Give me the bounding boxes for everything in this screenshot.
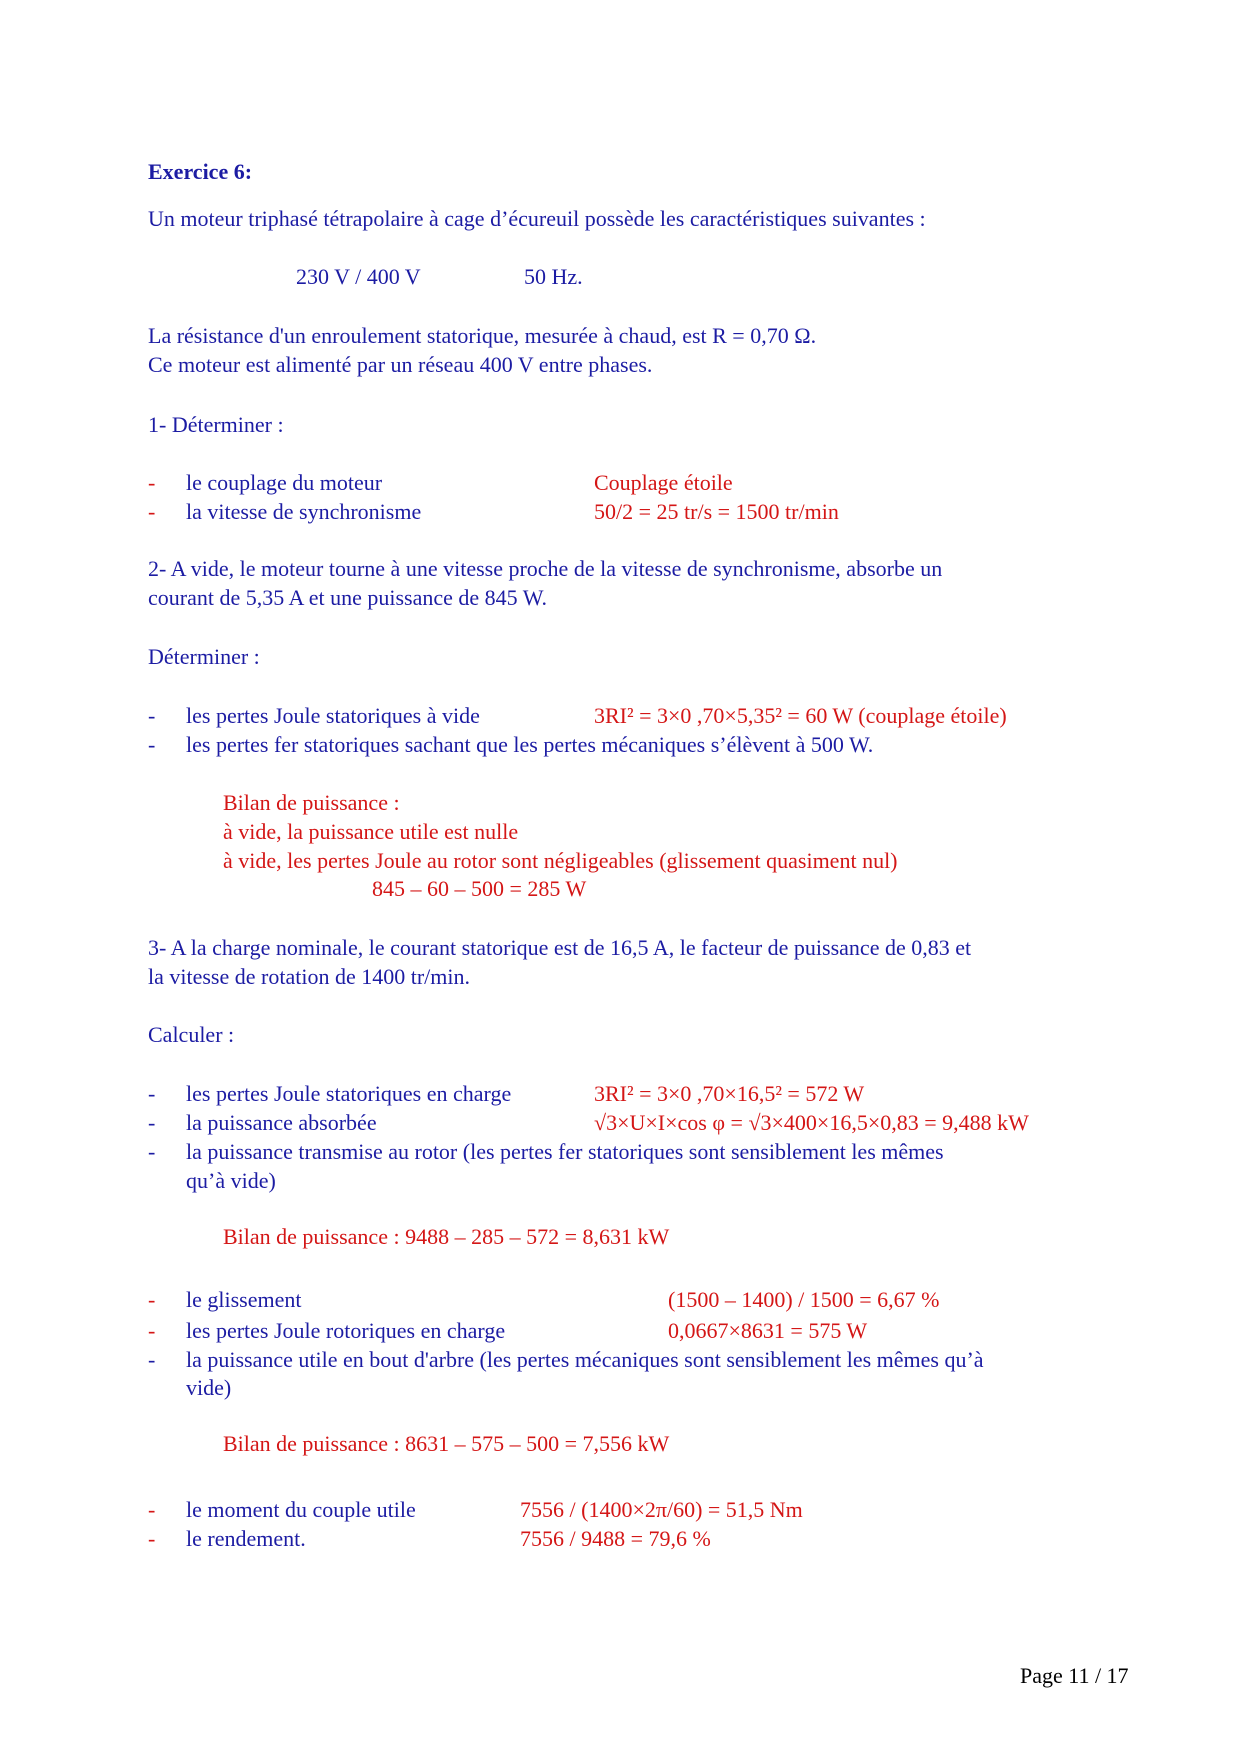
- page-number: Page 11 / 17: [1020, 1663, 1129, 1688]
- q3-text-line1: 3- A la charge nominale, le courant statorique est de 16,5 A, le facteur de puissance de 0,83 et: [148, 935, 972, 960]
- q2-bilan-line: à vide, les pertes Joule au rotor sont négligeables (glissement quasiment nul): [223, 848, 898, 873]
- q3-item-label: la puissance transmise au rotor (les pertes fer statoriques sont sensiblement les mêmes: [186, 1139, 944, 1164]
- q3-item-answer: (1500 – 1400) / 1500 = 6,67 %: [668, 1287, 940, 1312]
- supply-text: Ce moteur est alimenté par un réseau 400 V entre phases.: [148, 352, 653, 377]
- q3-bilan-1: Bilan de puissance : 9488 – 285 – 572 = 8,631 kW: [223, 1224, 670, 1249]
- q2-text-line1: 2- A vide, le moteur tourne à une vitesse proche de la vitesse de synchronisme, absorbe un: [148, 556, 943, 581]
- q2-item-label: les pertes fer statoriques sachant que les pertes mécaniques s’élèvent à 500 W.: [186, 732, 874, 757]
- q1-item-answer: Couplage étoile: [594, 470, 733, 495]
- q3-item-label-continued: qu’à vide): [186, 1168, 276, 1193]
- q3-item-label-continued: vide): [186, 1375, 232, 1400]
- q3-bullet-dash: -: [148, 1110, 156, 1135]
- intro-text: Un moteur triphasé tétrapolaire à cage d’écureuil possède les caractéristiques suivantes :: [148, 206, 926, 231]
- q3-item-answer: 0,0667×8631 = 575 W: [668, 1318, 868, 1343]
- q3-item-label: le moment du couple utile: [186, 1497, 416, 1522]
- q3-item-label: le rendement.: [186, 1526, 306, 1551]
- q3-item-label: les pertes Joule rotoriques en charge: [186, 1318, 506, 1343]
- exercise-title: Exercice 6:: [148, 159, 253, 184]
- q3-bullet-dash: -: [148, 1287, 156, 1312]
- q2-item-answer: 3RI² = 3×0 ,70×5,35² = 60 W (couplage étoile): [594, 703, 1007, 728]
- q3-item-answer: √3×U×I×cos φ = √3×400×16,5×0,83 = 9,488 kW: [594, 1110, 1029, 1135]
- q3-item-answer: 7556 / 9488 = 79,6 %: [520, 1526, 711, 1551]
- q2-bullet-dash: -: [148, 732, 156, 757]
- q2-item-label: les pertes Joule statoriques à vide: [186, 703, 480, 728]
- q2-text-line2: courant de 5,35 A et une puissance de 845 W.: [148, 585, 547, 610]
- frequency-spec: 50 Hz.: [524, 264, 583, 289]
- q1-item-label: le couplage du moteur: [186, 470, 383, 495]
- q1-heading: 1- Déterminer :: [148, 412, 284, 437]
- q3-item-answer: 3RI² = 3×0 ,70×16,5² = 572 W: [594, 1081, 865, 1106]
- q1-bullet-dash: -: [148, 470, 156, 495]
- q3-item-label: les pertes Joule statoriques en charge: [186, 1081, 512, 1106]
- q3-item-label: la puissance utile en bout d'arbre (les pertes mécaniques sont sensiblement les mêmes qu’à: [186, 1347, 984, 1372]
- q3-bullet-dash: -: [148, 1081, 156, 1106]
- q1-bullet-dash: -: [148, 499, 156, 524]
- q3-bilan-2: Bilan de puissance : 8631 – 575 – 500 = 7,556 kW: [223, 1431, 670, 1456]
- q2-heading: Déterminer :: [148, 644, 260, 669]
- q3-text-line2: la vitesse de rotation de 1400 tr/min.: [148, 964, 470, 989]
- q3-heading: Calculer :: [148, 1022, 235, 1047]
- q3-bullet-dash: -: [148, 1347, 156, 1372]
- q3-item-label: la puissance absorbée: [186, 1110, 377, 1135]
- q3-item-answer: 7556 / (1400×2π/60) = 51,5 Nm: [520, 1497, 803, 1522]
- q2-bullet-dash: -: [148, 703, 156, 728]
- q2-bilan-line: Bilan de puissance :: [223, 790, 400, 815]
- q1-item-answer: 50/2 = 25 tr/s = 1500 tr/min: [594, 499, 839, 524]
- voltage-spec: 230 V / 400 V: [296, 264, 421, 289]
- q2-result: 845 – 60 – 500 = 285 W: [372, 876, 587, 901]
- resistance-text: La résistance d'un enroulement statorique, mesurée à chaud, est R = 0,70 Ω.: [148, 323, 817, 348]
- q2-bilan-line: à vide, la puissance utile est nulle: [223, 819, 519, 844]
- q1-item-label: la vitesse de synchronisme: [186, 499, 422, 524]
- q3-item-label: le glissement: [186, 1287, 302, 1312]
- q3-bullet-dash: -: [148, 1318, 156, 1343]
- q3-bullet-dash: -: [148, 1497, 156, 1522]
- q3-bullet-dash: -: [148, 1139, 156, 1164]
- q3-bullet-dash: -: [148, 1526, 156, 1551]
